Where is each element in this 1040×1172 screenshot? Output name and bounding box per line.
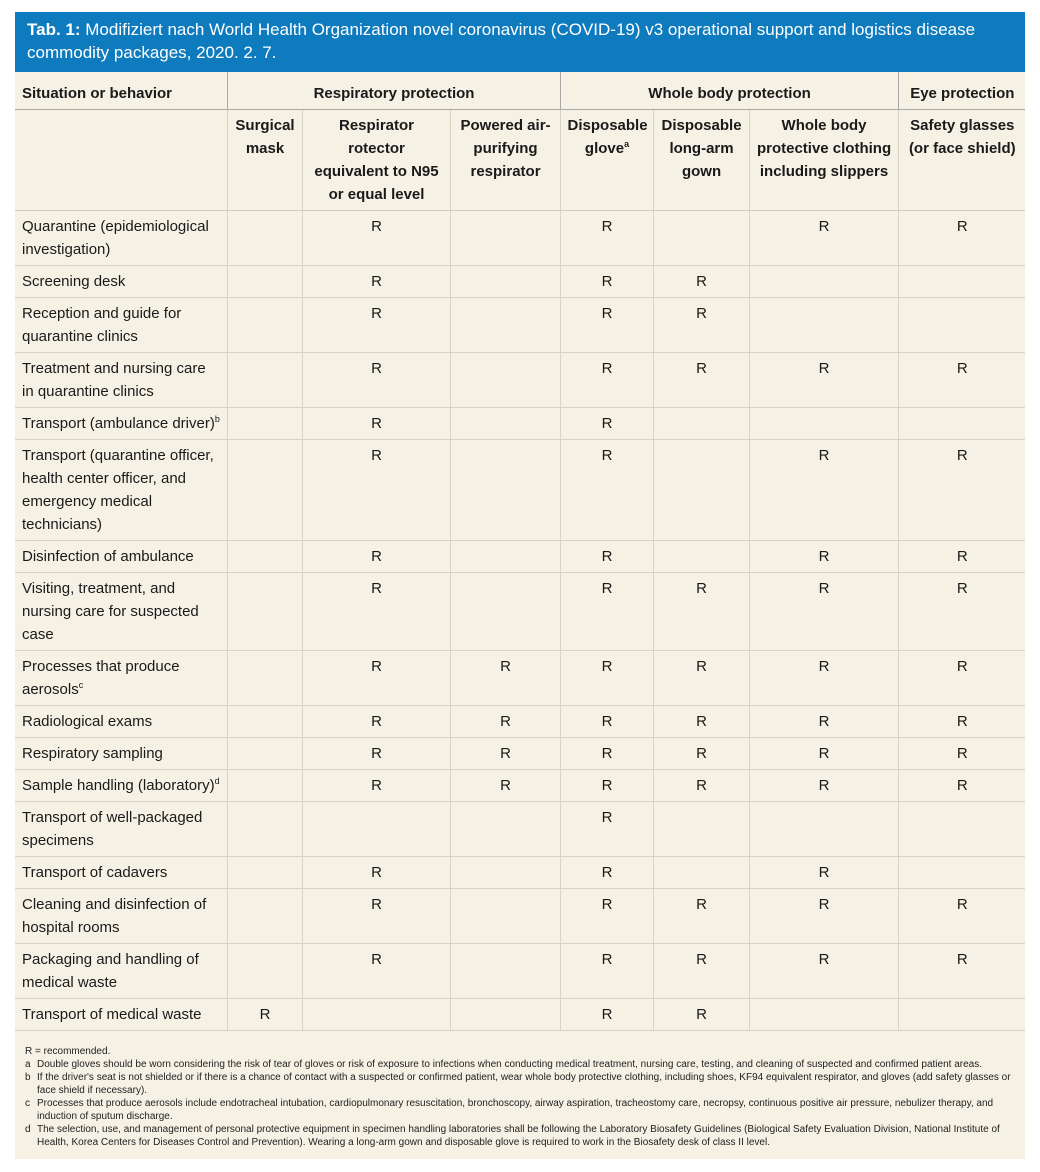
recommendation-cell	[227, 266, 302, 298]
recommendation-cell	[450, 857, 560, 889]
situation-cell	[15, 266, 227, 298]
recommendation-cell	[227, 857, 302, 889]
recommendation-cell: R	[898, 944, 1025, 999]
recommendation-cell	[227, 211, 302, 266]
situation-cell	[15, 802, 227, 857]
recommendation-cell: R	[749, 944, 898, 999]
recommendation-cell: R	[302, 541, 450, 573]
situation-text: Quarantine (epidemiological investigation)	[22, 218, 209, 258]
recommendation-cell	[749, 408, 898, 440]
recommendation-cell	[227, 541, 302, 573]
recommendation-cell: R	[560, 440, 653, 541]
footnote	[25, 1045, 1017, 1058]
recommendation-cell	[227, 770, 302, 802]
recommendation-cell: R	[560, 266, 653, 298]
situation-text: Transport of medical waste	[22, 1006, 202, 1023]
recommendation-cell: R	[450, 738, 560, 770]
recommendation-cell: R	[653, 573, 749, 651]
table-row	[15, 857, 1025, 889]
situation-cell	[15, 440, 227, 541]
recommendation-cell	[302, 999, 450, 1031]
recommendation-cell	[450, 541, 560, 573]
footnote-marker: a	[25, 1059, 31, 1070]
recommendation-cell	[450, 353, 560, 408]
recommendation-cell: R	[749, 651, 898, 706]
col-long-arm-gown: Disposable long-arm gown	[653, 110, 749, 211]
situation-text: Transport (quarantine officer, health center officer, and emergency medical technicians)	[22, 447, 214, 533]
situation-cell	[15, 857, 227, 889]
recommendation-cell	[653, 211, 749, 266]
situation-cell	[15, 211, 227, 266]
situation-cell	[15, 541, 227, 573]
situation-cell	[15, 738, 227, 770]
col-whole-body-clothing: Whole body protective clothing including slippers	[749, 110, 898, 211]
recommendation-cell: R	[653, 651, 749, 706]
table-body	[15, 211, 1025, 1031]
table-row	[15, 999, 1025, 1031]
recommendation-cell: R	[302, 211, 450, 266]
col-papr: Powered air-purifying respirator	[450, 110, 560, 211]
table-row	[15, 738, 1025, 770]
situation-cell	[15, 651, 227, 706]
recommendation-cell: R	[653, 298, 749, 353]
situation-cell	[15, 408, 227, 440]
recommendation-cell: R	[450, 706, 560, 738]
recommendation-cell: R	[898, 706, 1025, 738]
column-header-row	[15, 110, 1025, 211]
col-respirator-n95: Respirator rotector equivalent to N95 or equal level	[302, 110, 450, 211]
recommendation-cell	[227, 889, 302, 944]
footnote-marker: d	[25, 1124, 31, 1135]
recommendation-cell: R	[898, 651, 1025, 706]
caption-label: Tab. 1:	[27, 20, 81, 39]
recommendation-cell: R	[302, 770, 450, 802]
recommendation-cell	[227, 802, 302, 857]
recommendation-cell: R	[560, 651, 653, 706]
situation-text: Packaging and handling of medical waste	[22, 951, 199, 991]
situation-cell	[15, 889, 227, 944]
recommendation-cell: R	[653, 770, 749, 802]
recommendation-cell: R	[898, 573, 1025, 651]
situation-text: Cleaning and disinfection of hospital rooms	[22, 896, 207, 936]
situation-text: Treatment and nursing care in quarantine clinics	[22, 360, 206, 400]
recommendation-cell	[227, 944, 302, 999]
recommendation-cell: R	[560, 706, 653, 738]
table-container	[15, 72, 1025, 1031]
footnote-marker: c	[25, 1098, 30, 1109]
caption-text: Modifiziert nach World Health Organization novel coronavirus (COVID-19) v3 operational support and logistics disease commodity packages, 2020. 2. 7.	[27, 20, 976, 62]
recommendation-cell	[450, 408, 560, 440]
recommendation-cell: R	[749, 573, 898, 651]
recommendation-cell	[898, 298, 1025, 353]
col-surgical-mask: Surgical mask	[227, 110, 302, 211]
col-safety-glasses: Safety glasses (or face shield)	[898, 110, 1025, 211]
footnote-mark: c	[78, 680, 84, 690]
recommendation-cell	[749, 999, 898, 1031]
recommendation-cell: R	[302, 706, 450, 738]
recommendation-cell: R	[560, 857, 653, 889]
recommendation-cell: R	[560, 353, 653, 408]
footnote-text: If the driver's seat is not shielded or if there is a chance of contact with a suspected or confirmed patient, wear whole body protective clothing, including shoes, KF94 equivalent respirator, and gloves (add safety glasses or face shield if necessary).	[37, 1072, 1011, 1096]
recommendation-cell	[450, 944, 560, 999]
situation-text: Transport of well-packaged specimens	[22, 809, 203, 849]
recommendation-cell	[898, 802, 1025, 857]
recommendation-cell	[653, 802, 749, 857]
recommendation-cell: R	[302, 889, 450, 944]
recommendation-cell: R	[302, 651, 450, 706]
recommendation-cell	[898, 266, 1025, 298]
recommendation-cell: R	[749, 211, 898, 266]
recommendation-cell: R	[749, 889, 898, 944]
situation-text: Visiting, treatment, and nursing care for suspected case	[22, 580, 199, 643]
situation-text: Transport (ambulance driver)	[22, 415, 215, 432]
table-row	[15, 889, 1025, 944]
recommendation-cell	[898, 857, 1025, 889]
recommendation-cell	[450, 298, 560, 353]
table-row	[15, 440, 1025, 541]
recommendation-cell	[653, 408, 749, 440]
recommendation-cell: R	[749, 738, 898, 770]
table-row	[15, 651, 1025, 706]
recommendation-cell: R	[749, 706, 898, 738]
recommendation-cell: R	[898, 889, 1025, 944]
recommendation-cell: R	[560, 999, 653, 1031]
table-row	[15, 706, 1025, 738]
recommendation-cell: R	[302, 738, 450, 770]
group-header-row	[15, 72, 1025, 110]
recommendation-cell	[450, 573, 560, 651]
recommendation-cell: R	[560, 408, 653, 440]
footnote-mark: d	[214, 776, 220, 786]
recommendation-cell: R	[560, 889, 653, 944]
recommendation-cell: R	[227, 999, 302, 1031]
recommendation-cell	[227, 738, 302, 770]
situation-text: Processes that produce aerosols	[22, 658, 180, 698]
situation-cell	[15, 353, 227, 408]
table-row	[15, 770, 1025, 802]
recommendation-cell: R	[749, 857, 898, 889]
recommendation-cell: R	[898, 541, 1025, 573]
table-caption	[15, 12, 1025, 72]
ppe-table	[15, 72, 1025, 1031]
table-row	[15, 408, 1025, 440]
situation-text: Respiratory sampling	[22, 745, 163, 762]
situation-cell	[15, 770, 227, 802]
footnote-text: The selection, use, and management of personal protective equipment in specimen handling laboratories shall be following the Laboratory Biosafety Guidelines (Biological Safety Evaluation Division, National Institute of Health, Korea Centers for Diseases Control and Prevention). Wearing a long-arm gown and disposable glove is required to work in the Biosafety desk of class II level.	[37, 1124, 1000, 1148]
recommendation-cell	[450, 802, 560, 857]
table-row	[15, 298, 1025, 353]
recommendation-cell	[227, 706, 302, 738]
recommendation-cell: R	[560, 770, 653, 802]
situation-cell	[15, 999, 227, 1031]
situation-text: Sample handling (laboratory)	[22, 777, 215, 794]
situation-cell	[15, 298, 227, 353]
recommendation-cell: R	[560, 541, 653, 573]
recommendation-cell: R	[450, 770, 560, 802]
recommendation-cell: R	[653, 706, 749, 738]
recommendation-cell	[898, 408, 1025, 440]
situation-text: Transport of cadavers	[22, 864, 168, 881]
recommendation-cell: R	[749, 770, 898, 802]
recommendation-cell: R	[653, 266, 749, 298]
page	[0, 12, 1040, 1172]
recommendation-cell	[227, 353, 302, 408]
recommendation-cell: R	[302, 573, 450, 651]
footnote-text: R = recommended.	[25, 1046, 111, 1057]
recommendation-cell: R	[560, 802, 653, 857]
recommendation-cell: R	[749, 541, 898, 573]
footnote	[25, 1058, 1017, 1071]
recommendation-cell: R	[302, 944, 450, 999]
recommendation-cell: R	[898, 353, 1025, 408]
recommendation-cell	[450, 440, 560, 541]
recommendation-cell	[749, 266, 898, 298]
recommendation-cell: R	[560, 573, 653, 651]
recommendation-cell: R	[302, 440, 450, 541]
recommendation-cell: R	[302, 353, 450, 408]
situation-header: Situation or behavior	[15, 72, 227, 110]
recommendation-cell	[450, 266, 560, 298]
recommendation-cell	[898, 999, 1025, 1031]
recommendation-cell	[227, 440, 302, 541]
group-eye: Eye protection	[898, 72, 1025, 110]
recommendation-cell: R	[653, 944, 749, 999]
situation-cell	[15, 573, 227, 651]
table-row	[15, 944, 1025, 999]
empty-header-cell	[15, 110, 227, 211]
footnote	[25, 1123, 1017, 1149]
table-row	[15, 802, 1025, 857]
recommendation-cell	[653, 857, 749, 889]
recommendation-cell: R	[302, 298, 450, 353]
recommendation-cell: R	[302, 857, 450, 889]
recommendation-cell: R	[898, 211, 1025, 266]
recommendation-cell: R	[653, 889, 749, 944]
recommendation-cell	[450, 889, 560, 944]
col-disposable-glove	[560, 110, 653, 211]
recommendation-cell: R	[653, 353, 749, 408]
recommendation-cell	[653, 440, 749, 541]
recommendation-cell	[653, 541, 749, 573]
situation-cell	[15, 944, 227, 999]
situation-text: Radiological exams	[22, 713, 153, 730]
footnote-text: Processes that produce aerosols include endotracheal intubation, cardiopulmonary resuscitation, bronchoscopy, airway aspiration, tracheostomy care, necropsy, continuous positive air pressure, nebulizer therapy, and induction of sputum discharge.	[37, 1098, 994, 1122]
recommendation-cell: R	[898, 770, 1025, 802]
recommendation-cell: R	[450, 651, 560, 706]
group-whole-body: Whole body protection	[560, 72, 898, 110]
recommendation-cell: R	[302, 408, 450, 440]
recommendation-cell	[450, 211, 560, 266]
recommendation-cell: R	[653, 738, 749, 770]
situation-text: Reception and guide for quarantine clinics	[22, 305, 182, 345]
recommendation-cell	[302, 802, 450, 857]
recommendation-cell: R	[898, 440, 1025, 541]
recommendation-cell: R	[302, 266, 450, 298]
footnotes	[15, 1031, 1025, 1159]
table-row	[15, 266, 1025, 298]
recommendation-cell: R	[749, 353, 898, 408]
recommendation-cell	[749, 298, 898, 353]
recommendation-cell: R	[560, 944, 653, 999]
group-respiratory: Respiratory protection	[227, 72, 560, 110]
recommendation-cell: R	[560, 211, 653, 266]
table-row	[15, 211, 1025, 266]
table-row	[15, 573, 1025, 651]
footnote	[25, 1071, 1017, 1097]
recommendation-cell	[227, 298, 302, 353]
recommendation-cell	[227, 408, 302, 440]
footnote-text: Double gloves should be worn considering the risk of tear of gloves or risk of exposure to infections when conducting medical treatment, nursing care, testing, and cleaning of suspected and confirmed patient areas.	[37, 1059, 982, 1070]
table-row	[15, 353, 1025, 408]
situation-cell	[15, 706, 227, 738]
footnote-marker: b	[25, 1072, 31, 1083]
glove-footnote-mark: a	[624, 139, 630, 149]
table-row	[15, 541, 1025, 573]
recommendation-cell: R	[749, 440, 898, 541]
situation-text: Screening desk	[22, 273, 126, 290]
recommendation-cell	[450, 999, 560, 1031]
recommendation-cell	[227, 651, 302, 706]
recommendation-cell: R	[898, 738, 1025, 770]
recommendation-cell: R	[653, 999, 749, 1031]
footnote-mark: b	[214, 414, 220, 424]
situation-text: Disinfection of ambulance	[22, 548, 194, 565]
footnote	[25, 1097, 1017, 1123]
recommendation-cell	[227, 573, 302, 651]
recommendation-cell	[749, 802, 898, 857]
recommendation-cell: R	[560, 738, 653, 770]
recommendation-cell: R	[560, 298, 653, 353]
col-disposable-glove-label: Disposable glove	[567, 117, 648, 157]
